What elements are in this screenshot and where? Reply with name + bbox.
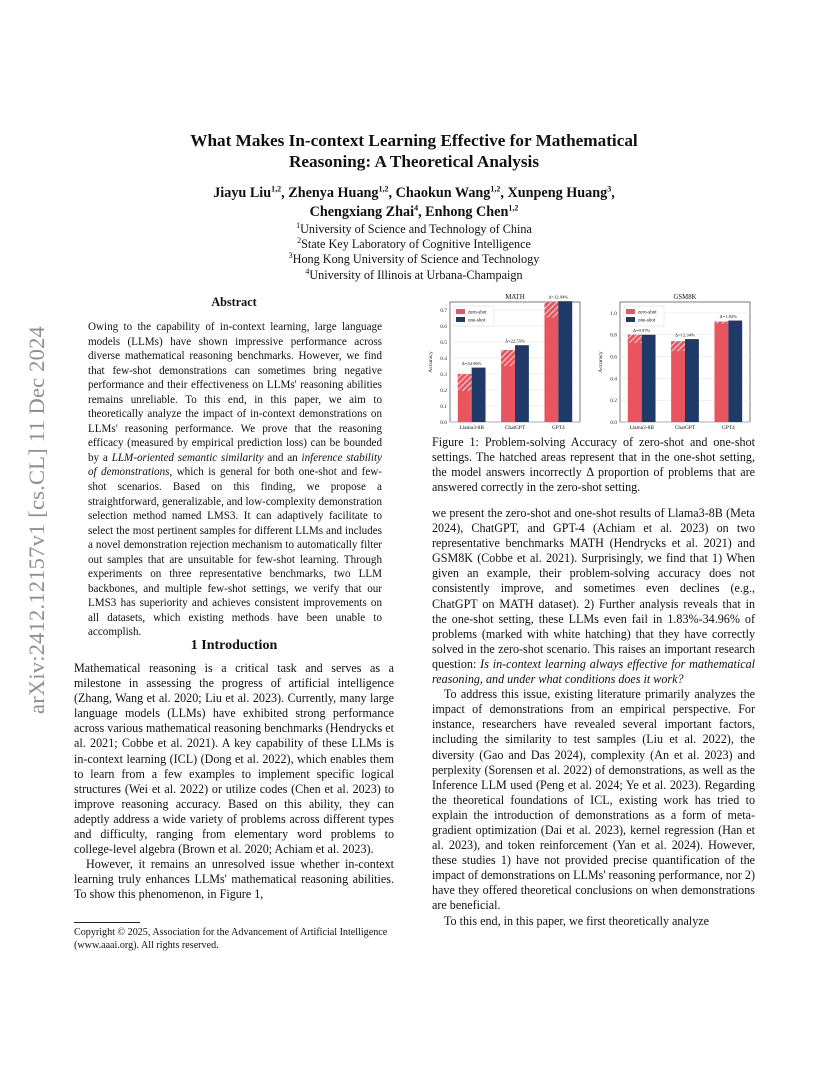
legend-label: zero-shot [638,310,657,316]
legend-label: one-shot [638,318,656,324]
y-tick-label: 0.8 [610,332,617,339]
author-affil-sup: 4 [414,203,419,213]
affiliation: $^2$State Key Laboratory of Cognitive Intelligence [297,236,531,252]
bar-zero-shot [671,341,685,422]
chart-title: MATH [505,294,525,301]
y-tick-label: 0.5 [440,340,447,346]
y-tick-label: 0.6 [440,324,447,330]
section-heading-introduction: 1 Introduction [190,638,278,653]
paper-title [0,130,828,172]
bar-one-shot [642,335,656,422]
paragraph: we present the zero-shot and one-shot results of Llama3-8B (Meta 2024), ChatGPT, and GPT-4 (Achiam et al. 2023) on two representative benchmarks MATH (Hendrycks et al. 2021) and GSM8K (Cobbe et al. 2021). Surprisingly, we find that 1) When given an example, their problem-solving accuracy does not consistently improve, and sometimes even declines (e.g., ChatGPT on MATH dataset). 2) Further analysis reveals that in the one-shot setting, these LLMs even fail in 1.83%-34.96% of problems (marked with white hatching) that they have correctly solved in the zero-shot scenario. This raises an important research question: Is in-context learning always effective for mathematical reasoning, and under what conditions does it work? [432,506,755,687]
abstract-body: Owing to the capability of in-context learning, large language models (LLMs) have shown impressive performance across diverse mathematical reasoning benchmarks. However, we find that few-shot demonstrations can sometimes bring negative performance and their effectiveness on LLMs' reasoning abilities remains unreliable. To this end, in this paper, we aim to theoretically analyze the impact of in-context demonstrations on LLMs' reasoning performance. We prove that the reasoning efficacy (measured by empirical prediction loss) can be bounded by a LLM-oriented semantic similarity and an inference stability of demonstrations, which is general for both one-shot and few-shot scenarios. Based on this finding, we propose a straightforward, generalizable, and low-complexity demonstration selection method named LMS3. It can adaptively facilitate to select the most pertinent samples for different LLMs and includes a novel demonstration rejection mechanism to automatically filter out samples that are unsuitable for few-shot learning. Through experiments on three representative benchmarks, two LLM backbones, and multiple few-shot settings, we verify that our LMS3 has superiority and achieves consistent improvements on all datasets, which existing methods have been unable to accomplish. [88,321,382,639]
affiliation-list [0,222,828,283]
y-tick-label: 0.4 [440,356,447,362]
bar-hatched-delta [544,302,558,318]
affiliation: $^3$Hong Kong University of Science and Technology [288,251,540,267]
author-list: Jiayu Liu$^{1,2}$, Zhenya Huang$^{1,2}$, Chaokun Wang$^{1,2}$, Xunpeng Huang$^3$, Chengxiang Zhai$^4$, Enhong Chen$^{1,2}$ [213,184,615,220]
y-tick-label: 0.3 [440,372,447,378]
x-tick-label: GPT4 [721,425,735,431]
bar-zero-shot [628,335,642,422]
legend-swatch-one-shot [626,317,635,322]
y-tick-label: 0.7 [440,308,447,314]
delta-annotation: Δ=22.55% [505,338,525,344]
delta-annotation: Δ=1.83% [719,314,738,320]
bar-zero-shot [544,302,558,422]
delta-annotation: Δ=34.96% [461,361,482,367]
bar-one-shot [685,339,699,422]
delta-annotation: Δ=12.34% [675,332,695,338]
author-affil-sup: 1,2 [508,203,519,213]
author-affil-sup: 3 [607,184,612,194]
author-name: Jiayu Liu [213,185,272,201]
author-name: Chaokun Wang [395,185,491,201]
x-tick-label: GPT4 [551,425,565,431]
paragraph: To address this issue, existing literature primarily analyzes the impact of demonstrations from an empirical perspective. For instance, researchers have revealed several important factors, including the similarity to test samples (Liu et al. 2022), the diversity (Gao and Das 2024), complexity (An et al. 2023) and perplexity (Sorensen et al. 2022) of demonstrations, as well as the Inference LLM used (Peng et al. 2024; Ye et al. 2023). Regarding the theoretical foundations of ICL, existing work has tried to explain the introduction of demonstrations as a form of meta-gradient optimization (Dai et al. 2023), kernel regression (Han et al. 2023), and token reinforcement (Yan et al. 2024). However, these studies 1) have not provided precise quantification of the impact of demonstrations on LLMs' reasoning performance, nor 2) have they offered theoretical conclusions on when demonstrations are beneficial. [432,687,755,913]
chart-title: GSM8K [673,294,697,301]
y-tick-label: 0.0 [440,420,447,426]
y-tick-label: 0.2 [440,388,447,394]
author-name: Xunpeng Huang [507,185,608,201]
y-tick-label: 0.0 [610,420,617,426]
y-tick-label: 1.0 [610,310,617,317]
y-tick-label: 0.1 [440,404,447,410]
bar-chart-figure [410,290,760,435]
x-tick-label: Llama3-8B [459,425,484,431]
author-affil-sup: 1,2 [271,184,282,194]
abstract-emphasis: LLM-oriented semantic similarity [111,451,264,464]
bar-one-shot [472,368,486,422]
copyright-notice: Copyright © 2025, Association for the Advancement of Artificial Intelligence (www.aaai.org). All rights reserved. [74,927,388,951]
legend-swatch-zero-shot [626,309,635,314]
author-name: Chengxiang Zhai [309,204,415,220]
author-affil-sup: 1,2 [490,184,501,194]
bar-hatched-delta [458,374,472,391]
figure-1 [410,290,760,435]
bar-hatched-delta [671,341,685,351]
x-tick-label: Llama3-8B [629,425,654,431]
paragraph: Mathematical reasoning is a critical task and serves as a milestone in assessing the progress of artificial intelligence (Zhang, Wang et al. 2020; Liu et al. 2023). Currently, many large language models (LLMs) have exhibited strong performance across various mathematical reasoning benchmarks (Hendrycks et al. 2021; Cobbe et al. 2021). A key capability of these LLMs is in-context learning (ICL) (Dong et al. 2022), which enables them to learn from a few examples to implement specific logical structures (Wei et al. 2022) or utilize codes (Chen et al. 2023) to improve reasoning accuracy. Based on this ability, they can adeptly address a wide variety of problems across different types and difficulty, ranging from elementary word problems to college-level algebra (Brown et al. 2020; Achiam et al. 2023). [74,661,394,857]
bar-zero-shot [714,322,728,422]
abstract-emphasis: inference stability of demonstrations [88,451,382,479]
figure-caption: Figure 1: Problem-solving Accuracy of zero-shot and one-shot settings. The hatched areas represent that in the one-shot setting, the model answers incorrectly Δ proportion of problems that are answered correctly in the zero-shot setting. [432,435,755,495]
abstract-heading: Abstract [211,295,257,309]
bar-hatched-delta [628,335,642,343]
author-affil-sup: 1,2 [378,184,389,194]
x-tick-label: ChatGPT [674,425,696,431]
footnote-rule [74,922,140,923]
title-line-1: What Makes In-context Learning Effective for Mathematical [190,131,638,150]
y-tick-label: 0.4 [610,376,617,383]
title-line-2: Reasoning: A Theoretical Analysis [288,152,540,171]
author-name: Enhong Chen [425,204,509,220]
paragraph: However, it remains an unresolved issue whether in-context learning truly enhances LLMs' mathematical reasoning abilities. To show this phenomenon, in Figure 1, [74,857,394,902]
legend-label: one-shot [468,318,486,324]
bar-hatched-delta [714,322,728,324]
affiliation: $^1$University of Science and Technology of China [296,220,532,236]
affiliation: $^4$University of Illinois at Urbana-Champaign [305,266,523,282]
legend-swatch-one-shot [456,317,465,322]
x-tick-label: ChatGPT [504,425,526,431]
y-tick-label: 0.6 [610,354,617,361]
y-tick-label: 0.2 [610,398,617,405]
introduction-body [74,661,394,903]
paragraph: To this end, in this paper, we first theoretically analyze [444,913,709,928]
bar-hatched-delta [501,350,515,366]
arxiv-stamp: arXiv:2412.12157v1 [cs.CL] 11 Dec 2024 [24,326,49,714]
legend-swatch-zero-shot [456,309,465,314]
delta-annotation: Δ=12.94% [548,294,569,300]
delta-annotation: Δ=9.97% [632,328,651,334]
bar-one-shot [558,301,572,422]
y-axis-label: Accuracy [598,351,604,373]
bar-one-shot [728,321,742,422]
legend-label: zero-shot [468,310,487,316]
research-question: Is in-context learning always effective for mathematical reasoning, and under what conditions does it work? [432,656,755,687]
y-axis-label: Accuracy [428,351,434,373]
bar-one-shot [515,345,529,422]
author-name: Zhenya Huang [288,185,379,201]
right-column-body [432,506,755,929]
